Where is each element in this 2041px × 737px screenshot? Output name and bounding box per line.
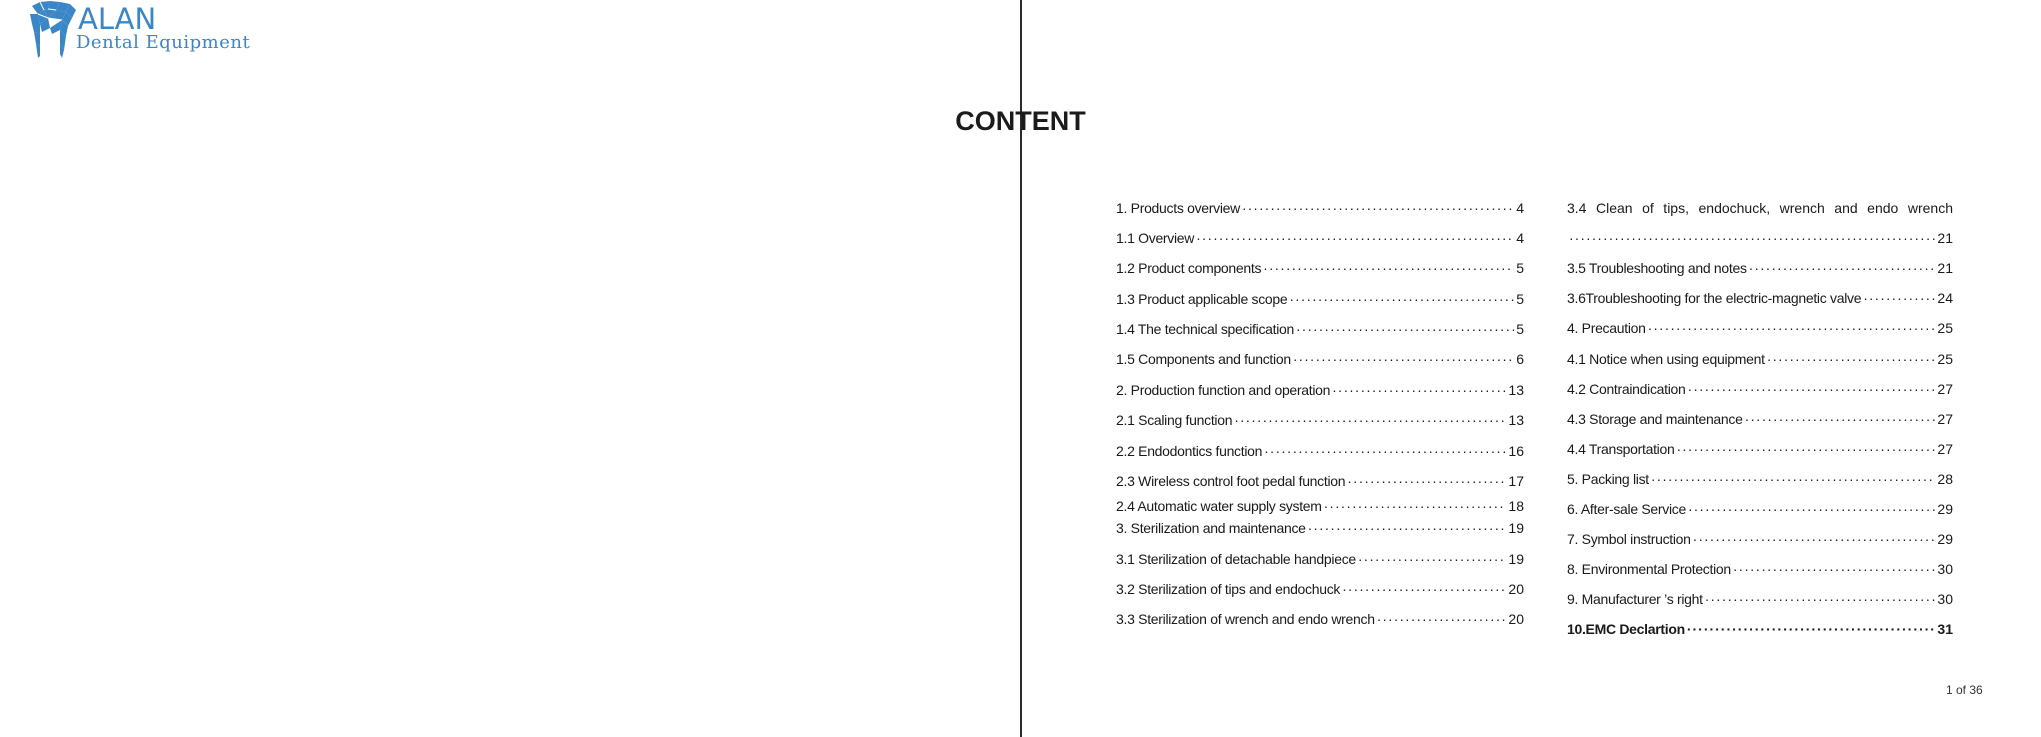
toc-entry-page: 29 xyxy=(1937,531,1953,547)
toc-entry xyxy=(1567,590,1953,608)
toc-entry-label: 1.3 Product applicable scope xyxy=(1116,291,1288,307)
toc-leader-dots xyxy=(1767,350,1936,368)
toc-entry-page: 28 xyxy=(1937,471,1953,487)
toc-entry xyxy=(1567,380,1953,398)
toc-leader-dots xyxy=(1234,411,1506,429)
toc-entry-label: 2. Production function and operation xyxy=(1116,382,1331,398)
toc-entry-page: 5 xyxy=(1516,321,1524,337)
toc-entry-label: 2.1 Scaling function xyxy=(1116,412,1233,428)
toc-entry-label: 3. Sterilization and maintenance xyxy=(1116,520,1306,536)
toc-entry-label: 4.3 Storage and maintenance xyxy=(1567,411,1743,427)
toc-entry xyxy=(1567,259,1953,277)
toc-leader-dots xyxy=(1263,259,1514,277)
brand-tagline: Dental Equipment xyxy=(76,32,251,53)
toc-entry-page: 19 xyxy=(1508,551,1524,567)
toc-leader-dots xyxy=(1745,410,1936,428)
toc-entry xyxy=(1567,530,1953,548)
toc-entry-page: 25 xyxy=(1937,351,1953,367)
toc-entry-label: 9. Manufacturer ’s right xyxy=(1567,591,1703,607)
company-logo xyxy=(28,0,268,62)
toc-entry-page: 20 xyxy=(1508,581,1524,597)
toc-leader-dots xyxy=(1264,442,1506,460)
page-number-footer: 1 of 36 xyxy=(1946,683,1983,697)
toc-leader-dots xyxy=(1733,560,1936,578)
toc-entry-page: 31 xyxy=(1937,621,1953,637)
toc-entry xyxy=(1567,229,1953,247)
toc-entry-label: 3.6Troubleshooting for the electric-magnetic valve xyxy=(1567,290,1862,306)
toc-entry xyxy=(1116,259,1524,277)
toc-entry xyxy=(1116,550,1524,568)
toc-entry-label: 10.EMC Declartion xyxy=(1567,621,1685,637)
toc-entry-page: 29 xyxy=(1937,501,1953,517)
toc-leader-dots xyxy=(1324,497,1507,515)
toc-entry-label: 6. After-sale Service xyxy=(1567,501,1686,517)
toc-entry xyxy=(1116,229,1524,247)
toc-entry-page: 27 xyxy=(1937,381,1953,397)
toc-entry-page: 5 xyxy=(1516,291,1524,307)
toc-leader-dots xyxy=(1688,380,1936,398)
toc-leader-dots xyxy=(1342,580,1506,598)
toc-leader-dots xyxy=(1687,620,1936,638)
toc-entry-label: 1. Products overview xyxy=(1116,200,1240,216)
toc-entry-page: 5 xyxy=(1516,260,1524,276)
toc-entry xyxy=(1567,500,1953,518)
toc-leader-dots xyxy=(1296,320,1514,338)
toc-entry-label: 3.3 Sterilization of wrench and endo wrench xyxy=(1116,611,1375,627)
toc-entry xyxy=(1116,290,1524,308)
toc-entry-page: 13 xyxy=(1508,382,1524,398)
toc-leader-dots xyxy=(1196,229,1514,247)
toc-leader-dots xyxy=(1347,472,1506,490)
toc-leader-dots xyxy=(1289,290,1514,308)
toc-leader-dots xyxy=(1242,199,1514,217)
toc-entry-label: 7. Symbol instruction xyxy=(1567,531,1691,547)
toc-leader-dots xyxy=(1569,229,1935,247)
toc-entry xyxy=(1116,320,1524,338)
toc-entry-page: 25 xyxy=(1937,320,1953,336)
toc-entry xyxy=(1567,319,1953,337)
toc-entry-page: 27 xyxy=(1937,441,1953,457)
toc-entry xyxy=(1567,289,1953,307)
toc-entry-label: 3.2 Sterilization of tips and endochuck xyxy=(1116,581,1341,597)
toc-entry-page: 24 xyxy=(1937,290,1953,306)
toc-entry-page: 4 xyxy=(1516,230,1524,246)
toc-entry-page: 4 xyxy=(1516,200,1524,216)
toc-entry-page: 21 xyxy=(1937,230,1953,246)
toc-leader-dots xyxy=(1705,590,1936,608)
toc-entry xyxy=(1116,497,1524,515)
toc-entry-page: 13 xyxy=(1508,412,1524,428)
toc-entry-page: 17 xyxy=(1508,473,1524,489)
toc-entry xyxy=(1567,350,1953,368)
toc-entry xyxy=(1567,410,1953,428)
toc-entry-page: 18 xyxy=(1508,498,1524,514)
toc-entry-page: 21 xyxy=(1937,260,1953,276)
tooth-logo-icon xyxy=(28,0,80,60)
toc-leader-dots xyxy=(1863,289,1935,307)
toc-entry xyxy=(1567,440,1953,458)
toc-leader-dots xyxy=(1332,381,1506,399)
toc-leader-dots xyxy=(1293,350,1514,368)
toc-entry xyxy=(1116,580,1524,598)
toc-entry-label: 2.4 Automatic water supply system xyxy=(1116,498,1322,514)
toc-entry-label: 1.5 Components and function xyxy=(1116,351,1291,367)
toc-leader-dots xyxy=(1358,550,1507,568)
toc-entry xyxy=(1116,381,1524,399)
toc-entry-label: 1.4 The technical specification xyxy=(1116,321,1294,337)
toc-entry xyxy=(1116,411,1524,429)
toc-entry-page: 30 xyxy=(1937,561,1953,577)
toc-leader-dots xyxy=(1749,259,1936,277)
toc-entry-label: 2.2 Endodontics function xyxy=(1116,443,1263,459)
toc-entry-label: 8. Environmental Protection xyxy=(1567,561,1731,577)
toc-entry-label: 1.2 Product components xyxy=(1116,260,1262,276)
toc-entry xyxy=(1116,610,1524,628)
page-title: CONTENT xyxy=(955,106,1086,136)
toc-leader-dots xyxy=(1648,319,1936,337)
toc-entry-label: 3.5 Troubleshooting and notes xyxy=(1567,260,1747,276)
toc-leader-dots xyxy=(1651,470,1936,488)
toc-entry-page: 20 xyxy=(1508,611,1524,627)
toc-entry-label: 4.2 Contraindication xyxy=(1567,381,1686,397)
toc-entry xyxy=(1567,560,1953,578)
toc-leader-dots xyxy=(1676,440,1935,458)
toc-entry xyxy=(1116,199,1524,217)
toc-entry-label: 5. Packing list xyxy=(1567,471,1649,487)
brand-name: ALAN xyxy=(78,2,157,36)
toc-entry xyxy=(1116,350,1524,368)
toc-entry-page: 30 xyxy=(1937,591,1953,607)
toc-entry-page: 6 xyxy=(1516,351,1524,367)
toc-leader-dots xyxy=(1688,500,1935,518)
toc-entry-label: 3.4 Clean of tips, endochuck, wrench and endo wrench xyxy=(1567,200,1953,216)
toc-entry xyxy=(1116,519,1524,537)
toc-entry-label: 1.1 Overview xyxy=(1116,230,1195,246)
toc-entry-page: 19 xyxy=(1508,520,1524,536)
toc-entry xyxy=(1567,470,1953,488)
toc-entry-label: 4.4 Transportation xyxy=(1567,441,1675,457)
toc-entry-label: 4. Precaution xyxy=(1567,320,1646,336)
toc-entry-page: 27 xyxy=(1937,411,1953,427)
toc-leader-dots xyxy=(1308,519,1507,537)
toc-leader-dots xyxy=(1693,530,1936,548)
toc-leader-dots xyxy=(1377,610,1507,628)
toc-entry xyxy=(1116,472,1524,490)
toc-entry-label: 4.1 Notice when using equipment xyxy=(1567,351,1765,367)
toc-entry xyxy=(1116,442,1524,460)
toc-entry xyxy=(1567,199,1953,217)
toc-entry xyxy=(1567,620,1953,638)
toc-entry-label: 3.1 Sterilization of detachable handpiece xyxy=(1116,551,1356,567)
toc-entry-label: 2.3 Wireless control foot pedal function xyxy=(1116,473,1346,489)
toc-entry-page: 16 xyxy=(1508,443,1524,459)
